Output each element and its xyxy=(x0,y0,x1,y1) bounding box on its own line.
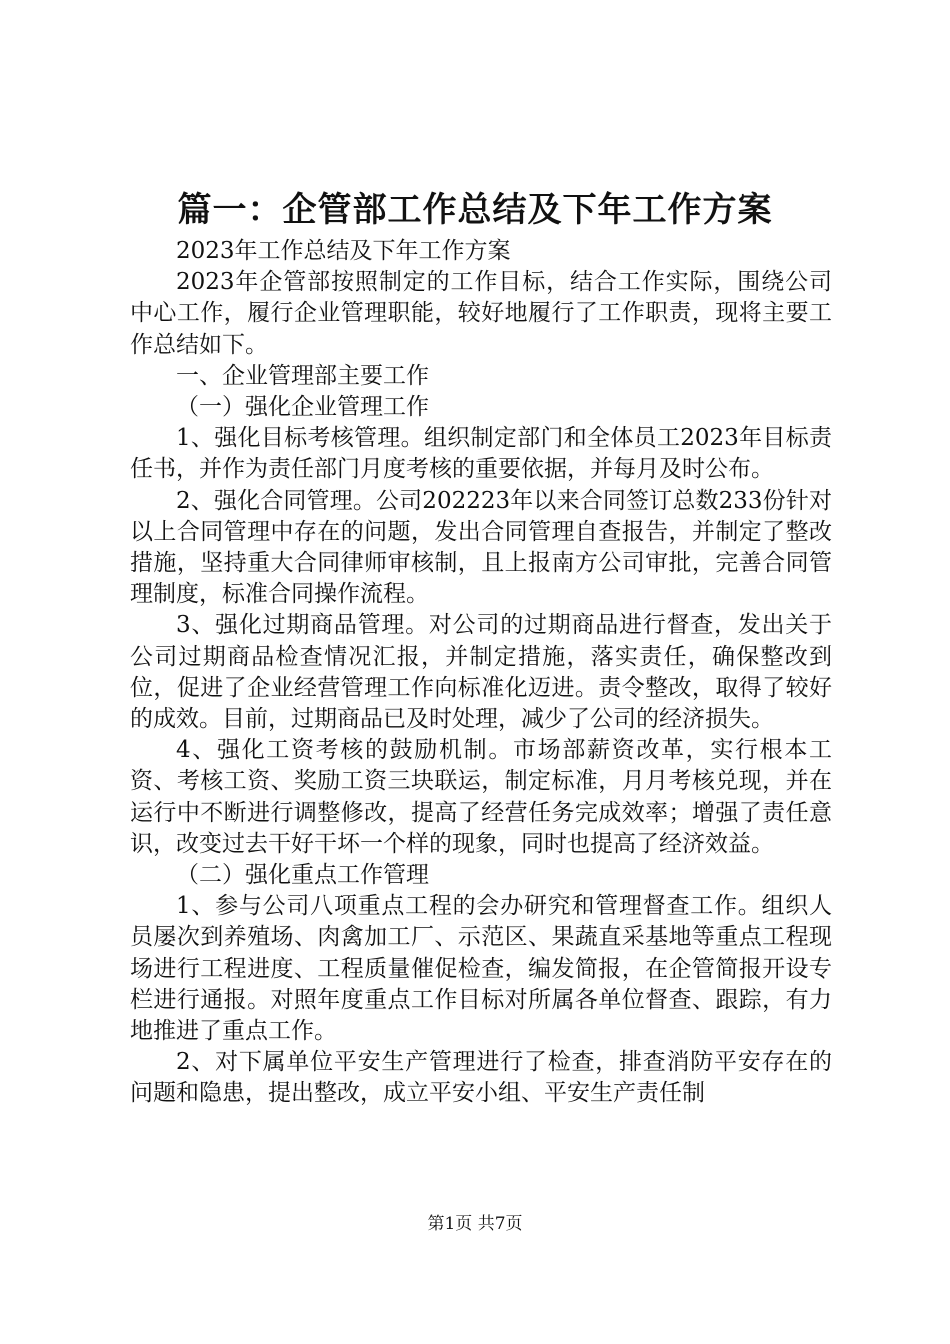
paragraph-item-1-1: 1、强化目标考核管理。组织制定部门和全体员工2023年目标责任书，并作为责任部门月度考核的重要依据，并每月及时公布。 xyxy=(130,425,832,483)
subsection-heading-2: （二）强化重点工作管理 xyxy=(176,862,429,889)
paragraph-intro: 2023年企管部按照制定的工作目标，结合工作实际，围绕公司中心工作，履行企业管理职能，较好地履行了工作职责，现将主要工作总结如下。 xyxy=(130,269,832,358)
paragraph-subtitle: 2023年工作总结及下年工作方案 xyxy=(176,238,511,264)
paragraph-item-2-2: 2、对下属单位平安生产管理进行了检查，排查消防平安存在的问题和隐患，提出整改，成立平安小组、平安生产责任制 xyxy=(130,1049,832,1107)
document-body xyxy=(130,236,832,1110)
section-heading-1: 一、企业管理部主要工作 xyxy=(176,362,429,389)
subsection-heading-1: （一）强化企业管理工作 xyxy=(176,394,429,421)
page-footer: 第1页 共7页 xyxy=(427,1214,523,1234)
document-title: 篇一：企管部工作总结及下年工作方案 xyxy=(177,190,773,230)
paragraph-item-1-4: 4、强化工资考核的鼓励机制。市场部薪资改革，实行根本工资、考核工资、奖励工资三块联运，制定标准，月月考核兑现，并在运行中不断进行调整修改，提高了经营任务完成效率；增强了责任意识，改变过去干好干坏一个样的现象，同时也提高了经济效益。 xyxy=(130,737,832,857)
paragraph-item-1-3: 3、强化过期商品管理。对公司的过期商品进行督查，发出关于公司过期商品检查情况汇报，并制定措施，落实责任，确保整改到位，促进了企业经营管理工作向标准化迈进。责令整改，取得了较好的成效。目前，过期商品已及时处理，减少了公司的经济损失。 xyxy=(130,612,832,733)
paragraph-item-2-1: 1、参与公司八项重点工程的会办研究和管理督查工作。组织人员屡次到养殖场、肉禽加工厂、示范区、果蔬直采基地等重点工程现场进行工程进度、工程质量催促检查，编发简报，在企管简报开设专栏进行通报。对照年度重点工作目标对所属各单位督查、跟踪，有力地推进了重点工作。 xyxy=(130,893,832,1045)
paragraph-item-1-2: 2、强化合同管理。公司202223年以来合同签订总数233份针对以上合同管理中存在的问题，发出合同管理自查报告，并制定了整改措施，坚持重大合同律师审核制，且上报南方公司审批，完善合同管理制度，标准合同操作流程。 xyxy=(130,487,832,608)
